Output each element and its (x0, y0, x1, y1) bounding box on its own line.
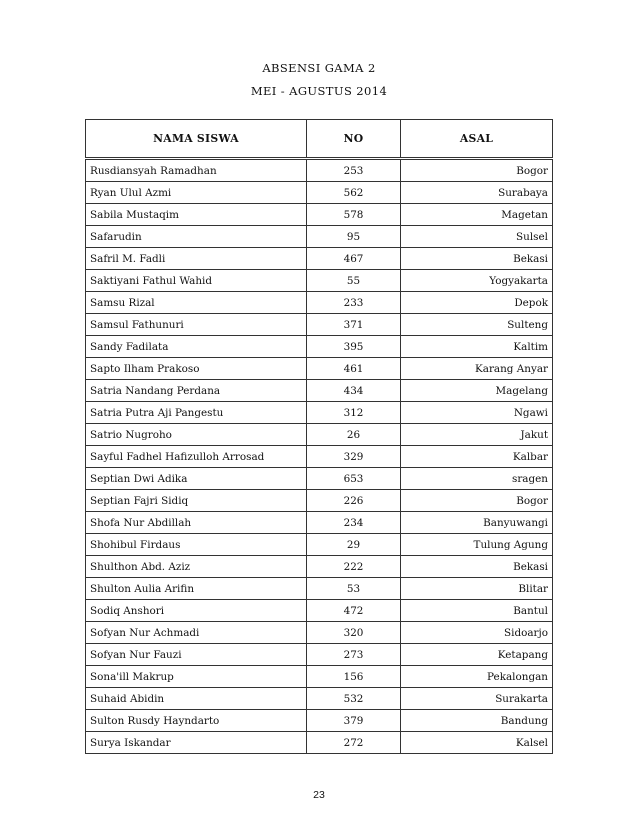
table-row (86, 622, 553, 644)
table-row (86, 159, 553, 182)
cell-no: 379 (307, 710, 401, 732)
document-title: ABSENSI GAMA 2 (262, 61, 376, 75)
attendance-table (85, 119, 553, 754)
cell-nama-siswa: Samsul Fathunuri (86, 314, 307, 336)
cell-nama-siswa: Shulthon Abd. Aziz (86, 556, 307, 578)
table-row (86, 182, 553, 204)
table-row (86, 358, 553, 380)
cell-asal: Pekalongan (401, 666, 553, 688)
cell-asal: Ngawi (401, 402, 553, 424)
cell-asal: Kaltim (401, 336, 553, 358)
column-header-no: NO (307, 120, 401, 159)
table-row (86, 534, 553, 556)
cell-nama-siswa: Shohibul Firdaus (86, 534, 307, 556)
cell-asal: sragen (401, 468, 553, 490)
table-row (86, 688, 553, 710)
table-row (86, 644, 553, 666)
table-row (86, 402, 553, 424)
cell-nama-siswa: Shofa Nur Abdillah (86, 512, 307, 534)
cell-asal: Bekasi (401, 556, 553, 578)
cell-nama-siswa: Suhaid Abidin (86, 688, 307, 710)
table-row (86, 490, 553, 512)
cell-nama-siswa: Safril M. Fadli (86, 248, 307, 270)
cell-no: 226 (307, 490, 401, 512)
cell-no: 395 (307, 336, 401, 358)
cell-nama-siswa: Sapto Ilham Prakoso (86, 358, 307, 380)
cell-nama-siswa: Sofyan Nur Fauzi (86, 644, 307, 666)
cell-no: 234 (307, 512, 401, 534)
cell-no: 312 (307, 402, 401, 424)
cell-asal: Kalsel (401, 732, 553, 754)
cell-no: 371 (307, 314, 401, 336)
table-row (86, 292, 553, 314)
table-row (86, 666, 553, 688)
cell-no: 461 (307, 358, 401, 380)
cell-no: 562 (307, 182, 401, 204)
cell-nama-siswa: Sona'ill Makrup (86, 666, 307, 688)
table-row (86, 600, 553, 622)
cell-nama-siswa: Sabila Mustaqim (86, 204, 307, 226)
cell-nama-siswa: Rusdiansyah Ramadhan (86, 159, 307, 182)
cell-no: 467 (307, 248, 401, 270)
cell-asal: Banyuwangi (401, 512, 553, 534)
cell-no: 578 (307, 204, 401, 226)
cell-nama-siswa: Sandy Fadilata (86, 336, 307, 358)
cell-asal: Surakarta (401, 688, 553, 710)
cell-asal: Kalbar (401, 446, 553, 468)
cell-no: 156 (307, 666, 401, 688)
table-row (86, 446, 553, 468)
cell-no: 253 (307, 159, 401, 182)
cell-nama-siswa: Samsu Rizal (86, 292, 307, 314)
cell-asal: Jakut (401, 424, 553, 446)
column-header-name: NAMA SISWA (86, 120, 307, 159)
cell-no: 272 (307, 732, 401, 754)
table-row (86, 248, 553, 270)
cell-nama-siswa: Sofyan Nur Achmadi (86, 622, 307, 644)
page-number: 23 (313, 789, 325, 801)
cell-no: 55 (307, 270, 401, 292)
cell-nama-siswa: Satrio Nugroho (86, 424, 307, 446)
cell-asal: Bekasi (401, 248, 553, 270)
cell-no: 233 (307, 292, 401, 314)
table-row (86, 468, 553, 490)
cell-no: 273 (307, 644, 401, 666)
cell-nama-siswa: Sodiq Anshori (86, 600, 307, 622)
cell-asal: Ketapang (401, 644, 553, 666)
cell-nama-siswa: Satria Putra Aji Pangestu (86, 402, 307, 424)
cell-nama-siswa: Safarudin (86, 226, 307, 248)
cell-no: 320 (307, 622, 401, 644)
cell-nama-siswa: Septian Fajri Sidiq (86, 490, 307, 512)
table-row (86, 336, 553, 358)
cell-asal: Yogyakarta (401, 270, 553, 292)
cell-nama-siswa: Surya Iskandar (86, 732, 307, 754)
cell-asal: Depok (401, 292, 553, 314)
cell-no: 329 (307, 446, 401, 468)
cell-asal: Surabaya (401, 182, 553, 204)
cell-asal: Bandung (401, 710, 553, 732)
cell-nama-siswa: Saktiyani Fathul Wahid (86, 270, 307, 292)
table-row (86, 270, 553, 292)
cell-asal: Magelang (401, 380, 553, 402)
table-row (86, 578, 553, 600)
cell-nama-siswa: Ryan Ulul Azmi (86, 182, 307, 204)
cell-nama-siswa: Satria Nandang Perdana (86, 380, 307, 402)
table-row (86, 512, 553, 534)
table-row (86, 710, 553, 732)
cell-asal: Sulteng (401, 314, 553, 336)
cell-asal: Bogor (401, 490, 553, 512)
cell-asal: Sidoarjo (401, 622, 553, 644)
cell-no: 95 (307, 226, 401, 248)
cell-no: 532 (307, 688, 401, 710)
column-header-asal: ASAL (401, 120, 553, 159)
cell-no: 472 (307, 600, 401, 622)
cell-no: 653 (307, 468, 401, 490)
cell-asal: Blitar (401, 578, 553, 600)
cell-asal: Bogor (401, 159, 553, 182)
cell-no: 26 (307, 424, 401, 446)
cell-asal: Bantul (401, 600, 553, 622)
cell-asal: Magetan (401, 204, 553, 226)
cell-nama-siswa: Shulton Aulia Arifin (86, 578, 307, 600)
table-row (86, 380, 553, 402)
cell-no: 434 (307, 380, 401, 402)
table-row (86, 424, 553, 446)
cell-asal: Karang Anyar (401, 358, 553, 380)
table-row (86, 204, 553, 226)
table-row (86, 556, 553, 578)
cell-asal: Sulsel (401, 226, 553, 248)
cell-nama-siswa: Septian Dwi Adika (86, 468, 307, 490)
cell-nama-siswa: Sulton Rusdy Hayndarto (86, 710, 307, 732)
document-subtitle: MEI - AGUSTUS 2014 (250, 84, 388, 98)
cell-asal: Tulung Agung (401, 534, 553, 556)
table-row (86, 314, 553, 336)
cell-no: 53 (307, 578, 401, 600)
table-row (86, 732, 553, 754)
cell-no: 29 (307, 534, 401, 556)
cell-no: 222 (307, 556, 401, 578)
table-row (86, 226, 553, 248)
cell-nama-siswa: Sayful Fadhel Hafizulloh Arrosad (86, 446, 307, 468)
table-header-row (86, 120, 553, 159)
